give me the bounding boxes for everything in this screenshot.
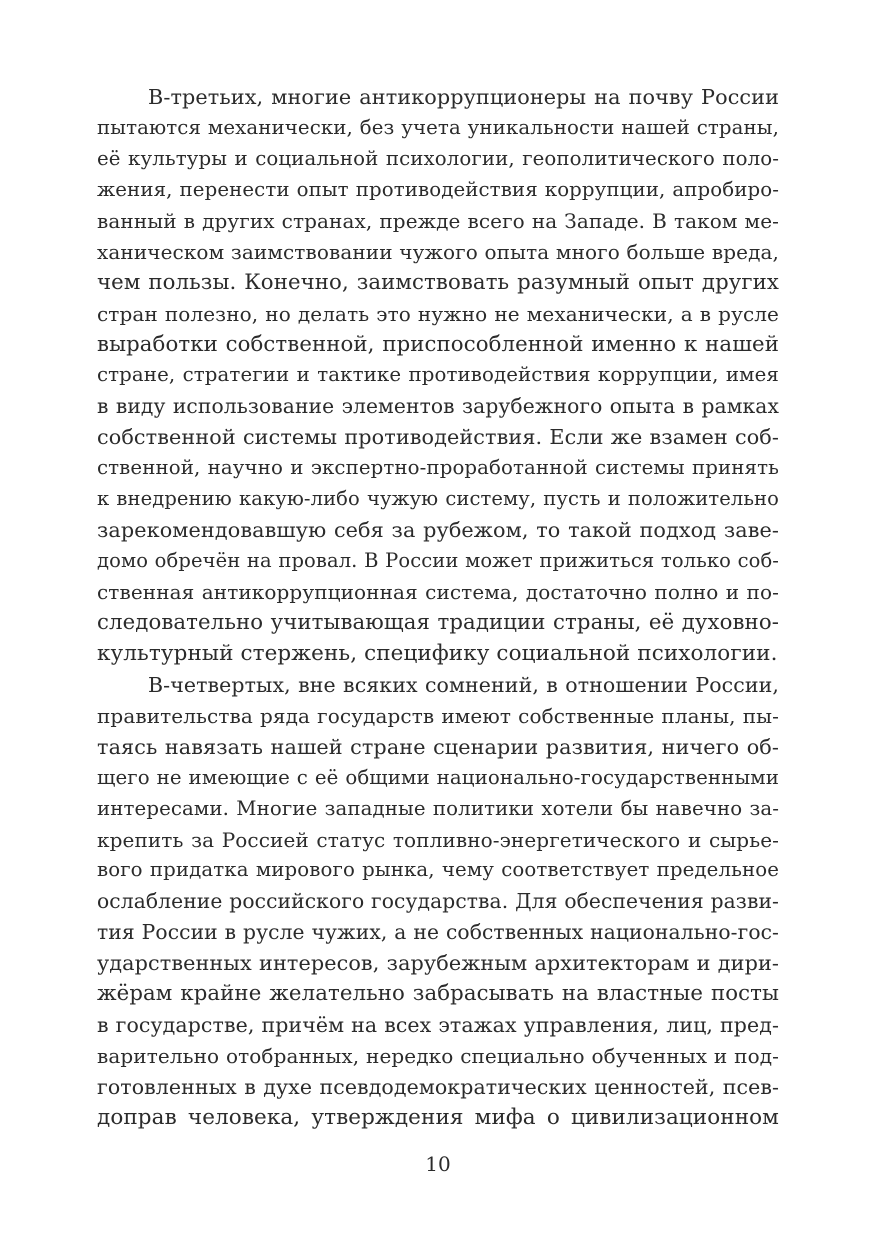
- text-line: В-четвертых, вне всяких сомнений, в отношении России,: [148, 672, 779, 697]
- text-line: стран полезно, но делать это нужно не механически, а в русле: [97, 301, 779, 326]
- text-line: в государстве, причём на всех этажах управления, лиц, пред-: [97, 1013, 779, 1038]
- paragraph-fourth-point: [97, 670, 779, 1134]
- text-line: жения, перенести опыт противодействия коррупции, апробиро-: [97, 177, 779, 201]
- text-line: доправ человека, утверждения мифа о цивилизационном: [97, 1104, 779, 1130]
- text-line: стране, стратегии и тактике противодействия коррупции, имея: [97, 363, 779, 387]
- paragraph-third-point: [97, 82, 779, 670]
- text-line: ослабление российского государства. Для обеспечения разви-: [97, 889, 779, 914]
- text-line: выработки собственной, приспособленной именно к нашей: [97, 331, 779, 357]
- text-line: её культуры и социальной психологии, геополитического поло-: [97, 146, 779, 170]
- text-line: чем пользы. Конечно, заимствовать разумный опыт других: [97, 269, 779, 295]
- text-line: ственной, научно и экспертно-проработанной системы принять: [97, 456, 779, 480]
- text-line: щего не имеющие с её общими национально-государственными: [97, 765, 779, 789]
- text-line: культурный стержень, специфику социальной психологии.: [97, 640, 778, 666]
- text-line: жёрам крайне желательно забрасывать на властные посты: [97, 981, 779, 1007]
- text-line: ванный в других странах, прежде всего на Западе. В таком ме-: [97, 208, 779, 233]
- text-line: таясь навязать нашей стране сценарии развития, ничего об-: [97, 734, 779, 759]
- text-line: тия России в русле чужих, а не собственных национально-гос-: [97, 920, 779, 945]
- text-line: в виду использование элементов зарубежного опыта в рамках: [97, 394, 779, 419]
- text-line: пытаются механически, без учета уникальности нашей страны,: [97, 115, 779, 139]
- text-line: интересами. Многие западные политики хотели бы навечно за-: [97, 796, 779, 820]
- text-line: ханическом заимствовании чужого опыта много больше вреда,: [97, 239, 779, 264]
- text-line: собственной системы противодействия. Если же взамен соб-: [97, 425, 779, 450]
- text-line: следовательно учитывающая традиции страны, её духовно-: [97, 609, 779, 635]
- text-line: зарекомендовавшую себя за рубежом, то такой подход заве-: [97, 518, 779, 543]
- text-line: домо обречён на провал. В России может прижиться только соб-: [97, 549, 779, 573]
- text-line: В-третьих, многие антикоррупционеры на почву России: [148, 85, 779, 109]
- text-line: варительно отобранных, нередко специально обученных и под-: [97, 1044, 779, 1069]
- page-number: 10: [425, 1152, 451, 1176]
- text-line: к внедрению какую-либо чужую систему, пусть и положительно: [97, 487, 779, 511]
- text-line: правительства ряда государств имеют собственные планы, пы-: [97, 703, 779, 728]
- text-line: готовленных в духе псевдодемократических ценностей, псев-: [97, 1075, 779, 1099]
- text-line: вого придатка мирового рынка, чему соответствует предельное: [97, 858, 779, 882]
- text-line: ударственных интересов, зарубежным архитекторам и дири-: [97, 951, 779, 976]
- text-line: крепить за Россией статус топливно-энергетического и сырье-: [97, 827, 779, 852]
- body-text: [97, 82, 779, 1134]
- text-line: ственная антикоррупционная система, достаточно полно и по-: [97, 580, 779, 604]
